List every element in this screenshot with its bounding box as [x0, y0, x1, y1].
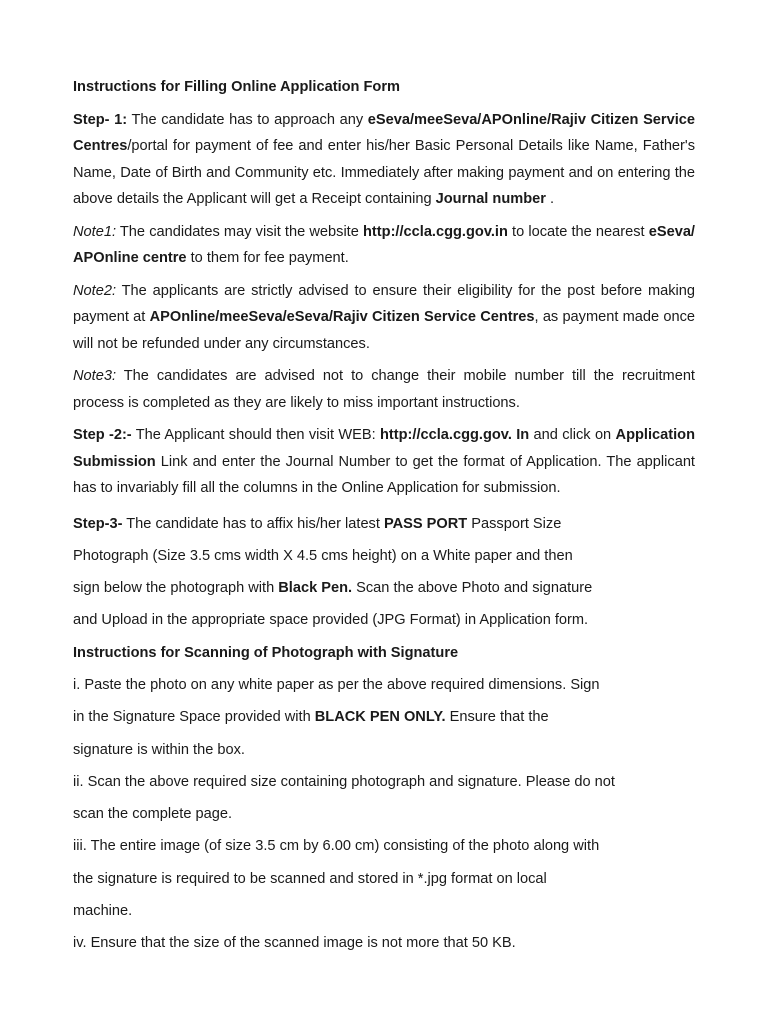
step-3-label: Step-3- [73, 515, 123, 532]
scan-item-ii-line-1: ii. Scan the above required size containing photograph and signature. Please do not [73, 773, 615, 790]
note-2-paragraph [73, 278, 695, 358]
note-3-text: The candidates are advised not to change their mobile number till the recruitment process is completed as they are likely to miss important instructions. [73, 368, 695, 411]
note-2-label: Note2: [73, 282, 116, 299]
step-2-paragraph [73, 422, 695, 502]
note-2-centres: APOnline/meeSeva/eSeva/Rajiv Citizen Service Centres [149, 309, 535, 325]
note-1-paragraph [73, 219, 695, 272]
step-2-text-3: Link and enter the Journal Number to get the format of Application. The applicant has to invariably fill all the columns in the Online Application for submission. [73, 453, 695, 496]
step-3-text: The candidate has to affix his/her latest [122, 515, 384, 532]
note-1-centre: eSeva/ APOnline centre [73, 223, 695, 266]
scan-item-i-line-1: i. Paste the photo on any white paper as per the above required dimensions. Sign [73, 676, 600, 693]
scan-item-iii-line-2: the signature is required to be scanned and stored in *.jpg format on local [73, 870, 547, 887]
website-link[interactable]: http://ccla.cgg.gov.in [363, 223, 508, 240]
step-1-centres: eSeva/meeSeva/APOnline/Rajiv Citizen Service Centres [73, 111, 696, 154]
pass-port-text: PASS PORT [383, 515, 468, 532]
note-2-text-2: , as payment made once will not be refunded under any circumstances. [73, 309, 695, 352]
note-1-label: Note1: [73, 223, 116, 240]
note-1-text-3: to them for fee payment. [186, 250, 349, 266]
step-1-label: Step- 1: [73, 111, 128, 128]
scan-item-iii-line-3: machine. [73, 903, 133, 920]
step-3-section [73, 508, 695, 637]
step-2-text: The Applicant should then visit WEB: [131, 427, 380, 443]
step-1-text-2: /portal for payment of fee and enter his/her Basic Personal Details like Name, Father's Name, Date of Birth and Community etc. Immediately after making payment and on entering the above details the Applicant will get a Receipt containing [73, 138, 695, 207]
step-3-text-4: Scan the above Photo and signature [352, 580, 593, 597]
step-1-text: The candidate has to approach any [127, 111, 368, 128]
scan-item-i-text: in the Signature Space provided with [73, 709, 315, 726]
web-link[interactable]: http://ccla.cgg.gov. In [380, 427, 530, 443]
step-1-paragraph [73, 107, 695, 213]
step-3-line-2: Photograph (Size 3.5 cms width X 4.5 cms height) on a White paper and then [73, 547, 573, 564]
note-3-label: Note3: [73, 368, 116, 384]
journal-number: Journal number [435, 191, 546, 207]
note-1-text-2: to locate the nearest [507, 223, 649, 240]
scanning-instructions [73, 669, 695, 960]
scan-item-i-line-2 [73, 701, 695, 733]
step-1-text-3: . [545, 191, 555, 207]
step-3-line-3 [73, 572, 695, 604]
scan-item-iii-line-1: iii. The entire image (of size 3.5 cm by 6.00 cm) consisting of the photo along with [73, 838, 600, 855]
step-3-text-3: sign below the photograph with [73, 580, 279, 597]
scanning-heading: Instructions for Scanning of Photograph with Signature [73, 644, 459, 661]
step-2-text-2: and click on [529, 427, 616, 443]
black-pen-only-text: BLACK PEN ONLY. [314, 709, 446, 726]
note-3-paragraph [73, 363, 695, 416]
step-2-label: Step -2:- [73, 427, 132, 443]
application-submission: Application Submission [73, 427, 695, 470]
scan-item-ii-line-2: scan the complete page. [73, 806, 233, 823]
step-3-text-2: Passport Size [467, 515, 562, 532]
scan-item-i-line-3: signature is within the box. [73, 741, 245, 758]
document-page [73, 74, 695, 960]
note-2-text: The applicants are strictly advised to ensure their eligibility for the post before making payment at [73, 282, 695, 325]
step-3-line-1 [73, 508, 695, 540]
black-pen-text: Black Pen. [278, 580, 353, 597]
scan-item-iv-line-1: iv. Ensure that the size of the scanned image is not more that 50 KB. [73, 935, 516, 952]
page-title: Instructions for Filling Online Application Form [73, 79, 401, 95]
scan-item-i-text-2: Ensure that the [445, 709, 549, 726]
note-1-text: The candidates may visit the website [116, 223, 364, 240]
step-3-line-4: and Upload in the appropriate space provided (JPG Format) in Application form. [73, 612, 589, 629]
